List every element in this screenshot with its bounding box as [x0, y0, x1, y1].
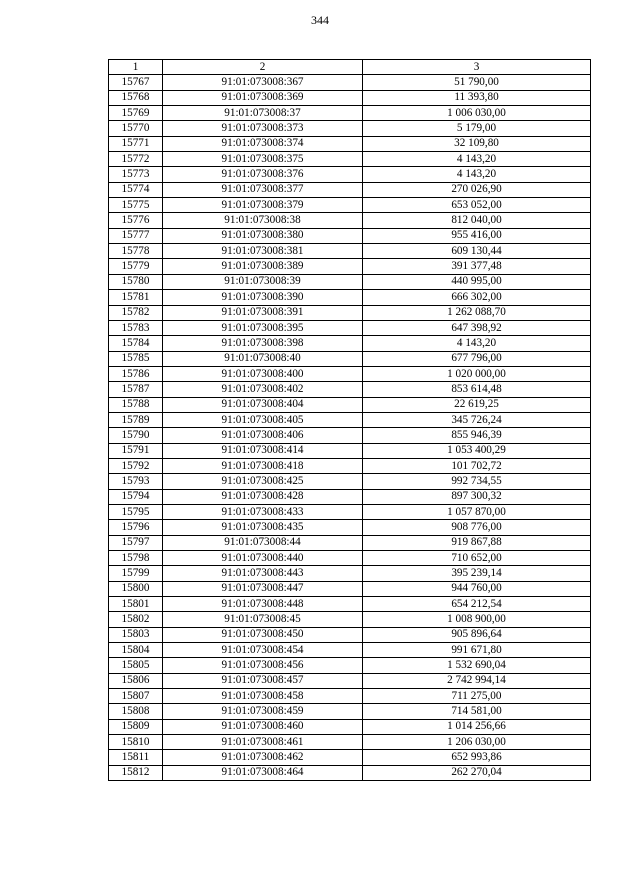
value-cell: 4 143,20: [363, 152, 591, 167]
table-row: [109, 75, 591, 90]
table-row: [109, 489, 591, 504]
value-cell: 919 867,88: [363, 535, 591, 550]
table-row: [109, 458, 591, 473]
value-cell: 101 702,72: [363, 458, 591, 473]
table-row: [109, 213, 591, 228]
table-row: [109, 719, 591, 734]
row-number-cell: 15795: [109, 504, 163, 519]
table-row: [109, 504, 591, 519]
table-row: [109, 351, 591, 366]
value-cell: 4 143,20: [363, 167, 591, 182]
value-cell: 908 776,00: [363, 520, 591, 535]
row-number-cell: 15783: [109, 320, 163, 335]
value-cell: 855 946,39: [363, 428, 591, 443]
cadastral-number-cell: 91:01:073008:425: [163, 474, 363, 489]
value-cell: 905 896,64: [363, 627, 591, 642]
value-cell: 647 398,92: [363, 320, 591, 335]
row-number-cell: 15780: [109, 274, 163, 289]
header-row: [109, 60, 591, 75]
row-number-cell: 15768: [109, 90, 163, 105]
table-row: [109, 535, 591, 550]
row-number-cell: 15781: [109, 290, 163, 305]
value-cell: 652 993,86: [363, 750, 591, 765]
cadastral-number-cell: 91:01:073008:443: [163, 566, 363, 581]
cadastral-number-cell: 91:01:073008:460: [163, 719, 363, 734]
cadastral-number-cell: 91:01:073008:461: [163, 735, 363, 750]
row-number-cell: 15787: [109, 382, 163, 397]
row-number-cell: 15773: [109, 167, 163, 182]
row-number-cell: 15767: [109, 75, 163, 90]
table-row: [109, 90, 591, 105]
value-cell: 1 532 690,04: [363, 658, 591, 673]
table-row: [109, 735, 591, 750]
cadastral-number-cell: 91:01:073008:404: [163, 397, 363, 412]
cadastral-number-cell: 91:01:073008:381: [163, 244, 363, 259]
cadastral-number-cell: 91:01:073008:440: [163, 551, 363, 566]
cadastral-number-cell: 91:01:073008:374: [163, 136, 363, 151]
row-number-cell: 15800: [109, 581, 163, 596]
cadastral-number-cell: 91:01:073008:458: [163, 689, 363, 704]
table-row: [109, 106, 591, 121]
cadastral-number-cell: 91:01:073008:37: [163, 106, 363, 121]
cadastral-number-cell: 91:01:073008:375: [163, 152, 363, 167]
row-number-cell: 15769: [109, 106, 163, 121]
row-number-cell: 15794: [109, 489, 163, 504]
table-row: [109, 643, 591, 658]
table-row: [109, 366, 591, 381]
cadastral-number-cell: 91:01:073008:450: [163, 627, 363, 642]
row-number-cell: 15801: [109, 597, 163, 612]
row-number-cell: 15805: [109, 658, 163, 673]
cadastral-number-cell: 91:01:073008:459: [163, 704, 363, 719]
cadastral-number-cell: 91:01:073008:398: [163, 336, 363, 351]
header-col-1: 1: [109, 60, 163, 75]
row-number-cell: 15775: [109, 198, 163, 213]
table-row: [109, 152, 591, 167]
table-row: [109, 244, 591, 259]
table-row: [109, 474, 591, 489]
cadastral-number-cell: 91:01:073008:390: [163, 290, 363, 305]
row-number-cell: 15774: [109, 182, 163, 197]
cadastral-number-cell: 91:01:073008:373: [163, 121, 363, 136]
table-row: [109, 428, 591, 443]
cadastral-number-cell: 91:01:073008:448: [163, 597, 363, 612]
value-cell: 395 239,14: [363, 566, 591, 581]
cadastral-number-cell: 91:01:073008:447: [163, 581, 363, 596]
row-number-cell: 15785: [109, 351, 163, 366]
table-row: [109, 382, 591, 397]
table-row: [109, 182, 591, 197]
value-cell: 262 270,04: [363, 765, 591, 780]
cadastral-number-cell: 91:01:073008:428: [163, 489, 363, 504]
value-cell: 11 393,80: [363, 90, 591, 105]
table-row: [109, 566, 591, 581]
row-number-cell: 15792: [109, 458, 163, 473]
table-row: [109, 689, 591, 704]
table-row: [109, 750, 591, 765]
table-row: [109, 397, 591, 412]
table-row: [109, 581, 591, 596]
cadastral-number-cell: 91:01:073008:45: [163, 612, 363, 627]
row-number-cell: 15778: [109, 244, 163, 259]
value-cell: 345 726,24: [363, 412, 591, 427]
row-number-cell: 15807: [109, 689, 163, 704]
cadastral-number-cell: 91:01:073008:402: [163, 382, 363, 397]
row-number-cell: 15776: [109, 213, 163, 228]
table-row: [109, 336, 591, 351]
table-row: [109, 612, 591, 627]
cadastral-number-cell: 91:01:073008:391: [163, 305, 363, 320]
row-number-cell: 15811: [109, 750, 163, 765]
row-number-cell: 15777: [109, 228, 163, 243]
table-row: [109, 551, 591, 566]
value-cell: 1 053 400,29: [363, 443, 591, 458]
value-cell: 710 652,00: [363, 551, 591, 566]
table-row: [109, 274, 591, 289]
row-number-cell: 15804: [109, 643, 163, 658]
cadastral-number-cell: 91:01:073008:454: [163, 643, 363, 658]
value-cell: 991 671,80: [363, 643, 591, 658]
value-cell: 32 109,80: [363, 136, 591, 151]
row-number-cell: 15809: [109, 719, 163, 734]
cadastral-number-cell: 91:01:073008:464: [163, 765, 363, 780]
value-cell: 992 734,55: [363, 474, 591, 489]
row-number-cell: 15790: [109, 428, 163, 443]
value-cell: 944 760,00: [363, 581, 591, 596]
value-cell: 711 275,00: [363, 689, 591, 704]
cadastral-number-cell: 91:01:073008:44: [163, 535, 363, 550]
cadastral-number-cell: 91:01:073008:395: [163, 320, 363, 335]
table-row: [109, 765, 591, 780]
row-number-cell: 15798: [109, 551, 163, 566]
cadastral-number-cell: 91:01:073008:400: [163, 366, 363, 381]
table-row: [109, 658, 591, 673]
table-row: [109, 627, 591, 642]
value-cell: 666 302,00: [363, 290, 591, 305]
row-number-cell: 15810: [109, 735, 163, 750]
cadastral-number-cell: 91:01:073008:433: [163, 504, 363, 519]
value-cell: 2 742 994,14: [363, 673, 591, 688]
table-row: [109, 259, 591, 274]
row-number-cell: 15789: [109, 412, 163, 427]
table-row: [109, 597, 591, 612]
table-row: [109, 305, 591, 320]
table-row: [109, 704, 591, 719]
value-cell: 1 008 900,00: [363, 612, 591, 627]
row-number-cell: 15803: [109, 627, 163, 642]
value-cell: 440 995,00: [363, 274, 591, 289]
table-row: [109, 167, 591, 182]
row-number-cell: 15788: [109, 397, 163, 412]
value-cell: 654 212,54: [363, 597, 591, 612]
cadastral-number-cell: 91:01:073008:389: [163, 259, 363, 274]
value-cell: 714 581,00: [363, 704, 591, 719]
table-row: [109, 198, 591, 213]
cadastral-number-cell: 91:01:073008:380: [163, 228, 363, 243]
cadastral-number-cell: 91:01:073008:456: [163, 658, 363, 673]
row-number-cell: 15808: [109, 704, 163, 719]
cadastral-number-cell: 91:01:073008:435: [163, 520, 363, 535]
row-number-cell: 15791: [109, 443, 163, 458]
cadastral-number-cell: 91:01:073008:418: [163, 458, 363, 473]
row-number-cell: 15779: [109, 259, 163, 274]
row-number-cell: 15771: [109, 136, 163, 151]
value-cell: 853 614,48: [363, 382, 591, 397]
value-cell: 22 619,25: [363, 397, 591, 412]
cadastral-number-cell: 91:01:073008:39: [163, 274, 363, 289]
cadastral-number-cell: 91:01:073008:414: [163, 443, 363, 458]
table-row: [109, 320, 591, 335]
cadastral-number-cell: 91:01:073008:379: [163, 198, 363, 213]
value-cell: 1 006 030,00: [363, 106, 591, 121]
table-header: [109, 60, 591, 75]
value-cell: 653 052,00: [363, 198, 591, 213]
table-row: [109, 443, 591, 458]
header-col-3: 3: [363, 60, 591, 75]
cadastral-number-cell: 91:01:073008:40: [163, 351, 363, 366]
cadastral-number-cell: 91:01:073008:367: [163, 75, 363, 90]
page-number: 344: [311, 13, 329, 27]
value-cell: 955 416,00: [363, 228, 591, 243]
cadastral-number-cell: 91:01:073008:377: [163, 182, 363, 197]
table-row: [109, 412, 591, 427]
row-number-cell: 15782: [109, 305, 163, 320]
cadastral-number-cell: 91:01:073008:462: [163, 750, 363, 765]
row-number-cell: 15799: [109, 566, 163, 581]
table-row: [109, 121, 591, 136]
table-row: [109, 673, 591, 688]
row-number-cell: 15797: [109, 535, 163, 550]
value-cell: 5 179,00: [363, 121, 591, 136]
header-col-2: 2: [163, 60, 363, 75]
value-cell: 391 377,48: [363, 259, 591, 274]
table-row: [109, 290, 591, 305]
cadastral-number-cell: 91:01:073008:405: [163, 412, 363, 427]
value-cell: 1 020 000,00: [363, 366, 591, 381]
value-cell: 270 026,90: [363, 182, 591, 197]
table-body: [109, 75, 591, 781]
row-number-cell: 15772: [109, 152, 163, 167]
value-cell: 1 057 870,00: [363, 504, 591, 519]
row-number-cell: 15793: [109, 474, 163, 489]
row-number-cell: 15812: [109, 765, 163, 780]
value-cell: 677 796,00: [363, 351, 591, 366]
value-cell: 1 206 030,00: [363, 735, 591, 750]
row-number-cell: 15796: [109, 520, 163, 535]
registry-table: [108, 59, 591, 781]
value-cell: 609 130,44: [363, 244, 591, 259]
value-cell: 51 790,00: [363, 75, 591, 90]
row-number-cell: 15784: [109, 336, 163, 351]
row-number-cell: 15786: [109, 366, 163, 381]
value-cell: 897 300,32: [363, 489, 591, 504]
value-cell: 1 014 256,66: [363, 719, 591, 734]
cadastral-number-cell: 91:01:073008:457: [163, 673, 363, 688]
row-number-cell: 15802: [109, 612, 163, 627]
table-row: [109, 228, 591, 243]
cadastral-number-cell: 91:01:073008:38: [163, 213, 363, 228]
cadastral-number-cell: 91:01:073008:406: [163, 428, 363, 443]
table-row: [109, 520, 591, 535]
value-cell: 4 143,20: [363, 336, 591, 351]
value-cell: 812 040,00: [363, 213, 591, 228]
cadastral-number-cell: 91:01:073008:376: [163, 167, 363, 182]
value-cell: 1 262 088,70: [363, 305, 591, 320]
table-row: [109, 136, 591, 151]
row-number-cell: 15770: [109, 121, 163, 136]
row-number-cell: 15806: [109, 673, 163, 688]
cadastral-number-cell: 91:01:073008:369: [163, 90, 363, 105]
